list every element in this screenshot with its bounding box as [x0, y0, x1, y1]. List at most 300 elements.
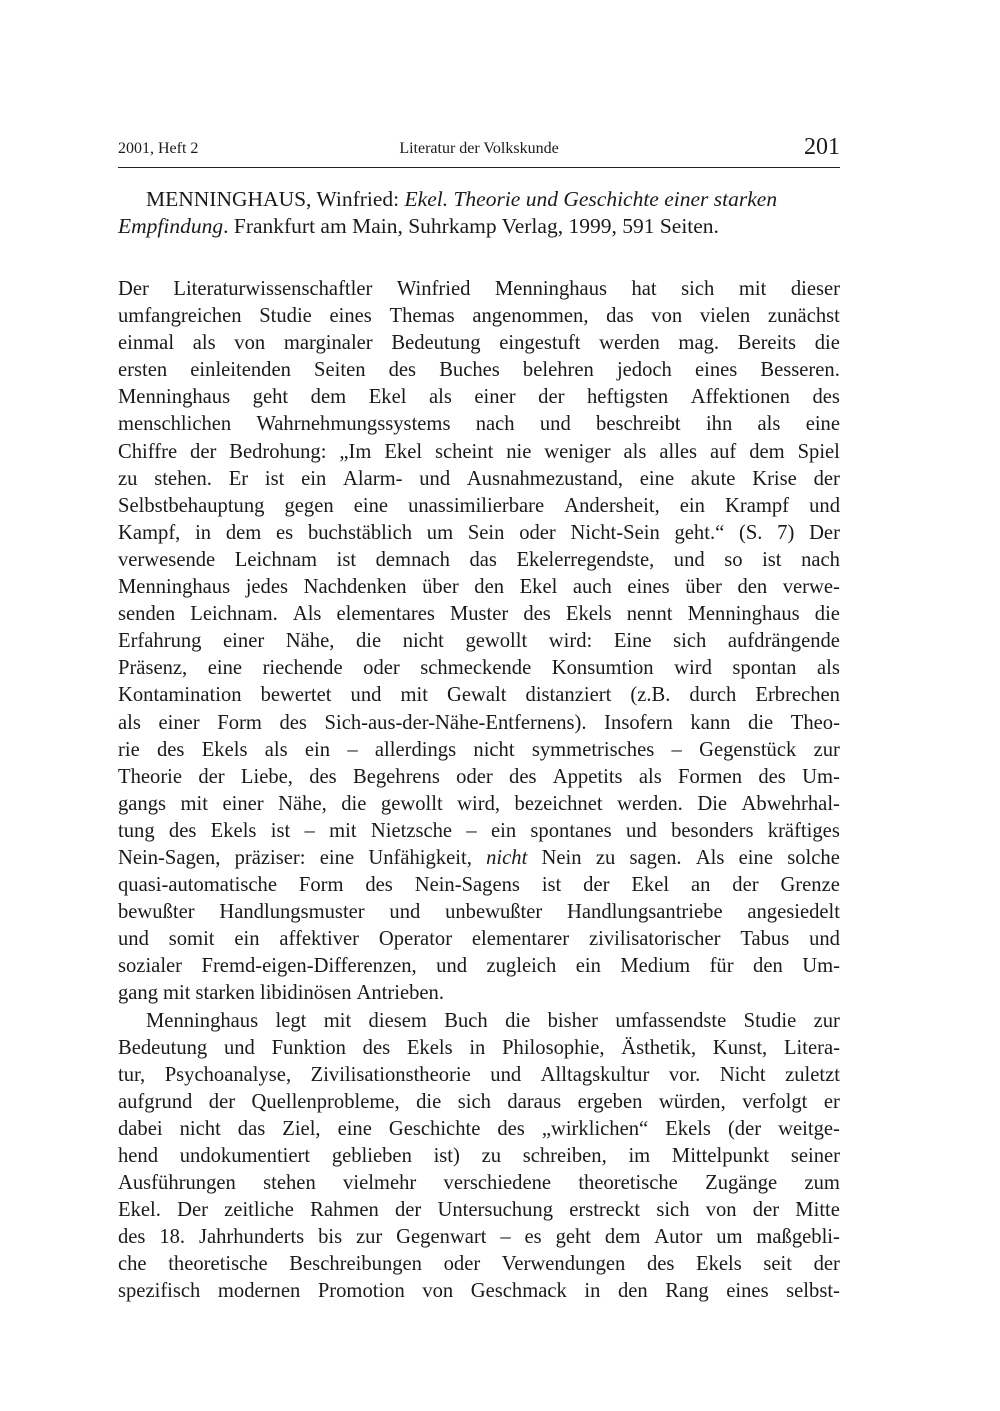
word: dem	[310, 386, 347, 409]
word: nicht	[402, 630, 444, 653]
word: somit	[168, 928, 215, 951]
word: Um-	[802, 955, 840, 978]
word: Gegenstück	[699, 738, 797, 761]
body-line	[118, 791, 840, 818]
word: Insofern	[604, 711, 673, 734]
word: angesiedelt	[747, 901, 840, 924]
word: ist	[541, 874, 562, 897]
word: mit	[163, 982, 191, 1005]
word: und	[809, 494, 840, 517]
word: jedoch	[616, 359, 672, 382]
word: der	[813, 467, 840, 490]
word: Ästhetik,	[621, 1036, 697, 1059]
word: Unfähigkeit,	[368, 846, 472, 869]
issue-label: 2001, Heft 2	[118, 140, 199, 157]
word: durch	[689, 684, 737, 707]
word: angenommen,	[472, 305, 589, 328]
word: jedes	[245, 576, 289, 599]
word: nicht	[486, 846, 528, 869]
word: Bedrohung:	[229, 440, 327, 463]
word: Er	[228, 467, 249, 490]
word: Sein	[467, 521, 505, 544]
word: hat	[631, 278, 657, 300]
word: ist)	[433, 1145, 460, 1167]
word: nennt	[626, 603, 673, 626]
word: elementarer	[471, 928, 570, 951]
body-line	[118, 439, 840, 466]
word: Tabus	[740, 928, 790, 951]
word: theoretische	[168, 1253, 268, 1276]
word: starken	[195, 982, 255, 1005]
word: 7)	[777, 521, 795, 544]
word: auch	[572, 576, 612, 599]
word: Winfried	[396, 278, 471, 300]
citation-author: MENNINGHAUS, Winfried:	[146, 187, 400, 211]
word: und	[436, 955, 468, 978]
word: ist	[264, 467, 285, 490]
word: (S.	[738, 521, 763, 544]
word: Quellenprobleme,	[251, 1090, 400, 1113]
word: buchstäblich	[307, 521, 413, 544]
word: Ekel.	[118, 1199, 161, 1222]
word: Buch	[444, 1009, 488, 1032]
word: Gewalt	[447, 684, 507, 707]
word: ein	[234, 928, 260, 951]
body-line	[118, 953, 840, 980]
word: distanziert	[525, 684, 612, 707]
word: Der	[177, 1199, 208, 1222]
word: die	[814, 603, 840, 626]
word: nicht	[473, 738, 515, 761]
body-line	[118, 845, 840, 872]
body-line	[118, 1062, 840, 1089]
word: Menninghaus	[146, 1009, 259, 1032]
body-line	[118, 466, 840, 493]
body-line	[118, 764, 840, 791]
word: Besseren.	[760, 359, 840, 382]
word: einer	[474, 386, 516, 409]
word: es	[524, 1226, 542, 1249]
word: Antrieben.	[356, 982, 444, 1005]
word: sozialer	[118, 955, 183, 978]
word: zugleich	[486, 955, 557, 978]
word: Nein-Sagens	[414, 874, 520, 897]
word: Rahmen	[310, 1199, 379, 1222]
page-number: 201	[804, 134, 840, 160]
word: Theorie	[118, 765, 183, 788]
word: weitge-	[778, 1117, 840, 1140]
word: von	[651, 305, 683, 328]
body-line	[118, 872, 840, 899]
word: Ekels	[665, 1117, 711, 1140]
word: sich	[457, 1090, 491, 1113]
word: tung	[118, 819, 155, 842]
body-line	[118, 303, 840, 330]
word: um	[716, 1226, 743, 1249]
word: Ekel	[384, 440, 423, 463]
word: eine	[353, 494, 389, 517]
word: sich	[681, 278, 715, 300]
citation-title-part2: Empfindung	[118, 214, 224, 238]
word: zur	[813, 738, 840, 761]
word: Eine	[613, 630, 652, 653]
word: modernen	[217, 1280, 301, 1303]
body-line	[118, 1089, 840, 1116]
running-head	[118, 136, 840, 162]
word: –	[466, 819, 477, 842]
word: theoretische	[578, 1172, 678, 1195]
word: dem	[225, 521, 262, 544]
word: ein	[490, 819, 517, 842]
word: der	[752, 1199, 780, 1222]
word: als	[428, 386, 452, 409]
word: Studie	[259, 305, 312, 328]
word: die	[748, 711, 774, 734]
word: in	[195, 521, 212, 544]
word: Als	[695, 846, 725, 869]
body-line	[118, 1008, 840, 1035]
word: eine	[337, 1117, 372, 1140]
word: alles	[659, 440, 698, 463]
word: Zivilisationstheorie	[310, 1063, 471, 1086]
word: das	[469, 548, 497, 571]
word: Seiten	[314, 359, 366, 382]
word: um	[426, 521, 454, 544]
word: Kontamination	[118, 684, 242, 707]
word: die	[341, 792, 367, 815]
word: –	[347, 738, 358, 761]
word: der	[208, 1090, 236, 1113]
word: wird,	[457, 792, 501, 815]
word: bewußter	[118, 901, 195, 924]
word: sich	[673, 630, 707, 653]
word: Medium	[620, 955, 691, 978]
word: mit	[180, 792, 208, 815]
word: Präsenz,	[118, 657, 188, 680]
word: Funktion	[271, 1036, 346, 1059]
word: stehen	[263, 1172, 316, 1195]
word: und	[118, 928, 149, 951]
word: als	[817, 657, 840, 680]
word: Begehrens	[352, 765, 440, 788]
word: einer	[223, 630, 265, 653]
word: den	[474, 576, 504, 599]
word: Geschmack	[470, 1280, 567, 1303]
body-line	[118, 547, 840, 574]
word: Jahrhunderts	[198, 1226, 305, 1249]
word: ist	[270, 819, 291, 842]
word: Rang	[665, 1280, 709, 1303]
body-line	[118, 1278, 840, 1305]
word: Form	[217, 711, 262, 734]
word: in	[469, 1036, 486, 1059]
word: weniger	[544, 440, 611, 463]
word: der	[813, 1253, 840, 1276]
word: Ekels	[406, 1036, 453, 1059]
word: gegen	[284, 494, 334, 517]
word: rie	[118, 738, 140, 761]
word: Fremd-eigen-Differenzen,	[201, 955, 417, 978]
word: Nachdenken	[303, 576, 407, 599]
word: (der	[727, 1117, 762, 1140]
word: einer	[222, 792, 264, 815]
word: „wirklichen“	[541, 1117, 649, 1140]
word: über	[422, 576, 459, 599]
citation-publication: . Frankfurt am Main, Suhrkamp Verlag, 1999, 591 Seiten.	[223, 214, 719, 238]
word: zum	[804, 1172, 840, 1195]
word: Themas	[389, 305, 455, 328]
word: mit	[738, 278, 767, 300]
body-line	[118, 926, 840, 953]
word: Liebe,	[240, 765, 293, 788]
word: oder	[456, 765, 493, 788]
word: geht	[252, 386, 289, 409]
word: Leichnam	[234, 548, 318, 571]
citation-line-2	[118, 213, 840, 240]
word: an	[690, 874, 711, 897]
word: Ausführungen	[118, 1172, 236, 1195]
word: verwe-	[782, 576, 840, 599]
word: ihn	[705, 413, 733, 436]
word: senden	[118, 603, 176, 626]
word: Verwendungen	[501, 1253, 626, 1276]
word: Alarm-	[343, 467, 403, 490]
word: Ekel	[519, 576, 558, 599]
book-citation	[118, 186, 840, 240]
word: der	[198, 765, 225, 788]
word: Ekels	[201, 738, 248, 761]
word: und	[673, 548, 705, 571]
word: zunächst	[767, 305, 840, 328]
word: dem	[749, 440, 785, 463]
word: unbewußter	[445, 901, 543, 924]
word: beschreibt	[596, 413, 681, 436]
word: es	[276, 521, 294, 544]
word: Nicht-Sein	[570, 521, 660, 544]
word: und	[389, 901, 421, 924]
word: spontan	[732, 657, 797, 680]
word: eine	[805, 413, 840, 436]
word: Menninghaus	[118, 576, 231, 599]
word: Studie	[743, 1009, 797, 1032]
word: bewertet	[260, 684, 332, 707]
body-line	[118, 682, 840, 709]
word: Handlungsantriebe	[567, 901, 723, 924]
word: ersten	[118, 359, 168, 382]
word: als	[638, 765, 662, 788]
word: Erbrechen	[755, 684, 840, 707]
word: des	[157, 738, 185, 761]
word: des	[646, 1253, 675, 1276]
word: und	[539, 413, 571, 436]
word: selbst-	[786, 1280, 840, 1303]
word: eingestuft	[499, 332, 581, 355]
word: zur	[813, 1009, 840, 1032]
word: Ekel	[368, 386, 407, 409]
body-line	[118, 276, 840, 303]
word: demnach	[375, 548, 450, 571]
word: Nähe,	[278, 792, 327, 815]
word: präziser:	[234, 846, 306, 869]
word: Menninghaus	[687, 603, 800, 626]
body-line	[118, 411, 840, 438]
review-body	[118, 276, 840, 1306]
word: quasi-automatische	[118, 874, 277, 897]
word: umfassendste	[615, 1009, 727, 1032]
word: Bedeutung	[118, 1036, 208, 1059]
word: geht	[555, 1226, 592, 1249]
word: Krampf	[725, 494, 790, 517]
word: Promotion	[317, 1280, 405, 1303]
journal-section-title: Literatur der Volkskunde	[399, 140, 559, 157]
word: vielen	[699, 305, 751, 328]
word: Wahrnehmungssystems	[256, 413, 451, 436]
word: Spiel	[797, 440, 840, 463]
word: in	[584, 1280, 601, 1303]
word: elementares	[336, 603, 435, 626]
word: (z.B.	[630, 684, 671, 707]
word: Menninghaus	[494, 278, 607, 300]
word: Ausnahmezustand,	[466, 467, 624, 490]
body-line	[118, 818, 840, 845]
word: symmetrisches	[531, 738, 655, 761]
word: verschiedene	[443, 1172, 552, 1195]
word: und	[809, 928, 840, 951]
word: das	[237, 1117, 266, 1140]
word: Philosophie,	[502, 1036, 605, 1059]
word: die	[814, 332, 840, 355]
word: zu	[595, 846, 616, 869]
word: als	[623, 440, 647, 463]
word: Affektionen	[690, 386, 790, 409]
word: Mitte	[795, 1199, 840, 1222]
word: aufgrund	[118, 1090, 193, 1113]
word: Geschichte	[388, 1117, 481, 1140]
word: einleitenden	[190, 359, 291, 382]
word: allerdings	[374, 738, 457, 761]
word: Literaturwissenschaftler	[173, 278, 373, 300]
word: nicht	[179, 1117, 221, 1140]
word: als	[192, 332, 216, 355]
word: Kampf,	[118, 521, 181, 544]
word: gangs	[118, 792, 167, 815]
word: eines	[627, 576, 670, 599]
body-line	[118, 655, 840, 682]
word: akute	[690, 467, 736, 490]
word: diesem	[368, 1009, 427, 1032]
word: dieser	[790, 278, 840, 300]
word: eine	[207, 657, 243, 680]
body-line	[118, 1197, 840, 1224]
word: als	[264, 738, 288, 761]
word: Ekels	[696, 1253, 742, 1276]
word: unassimilierbare	[408, 494, 545, 517]
word: über	[685, 576, 722, 599]
word: Als	[292, 603, 322, 626]
word: ergeben	[577, 1090, 643, 1113]
body-line	[118, 737, 840, 764]
word: legt	[275, 1009, 307, 1032]
word: Ekels	[210, 819, 257, 842]
word: –	[500, 1226, 511, 1249]
word: und	[490, 1063, 522, 1086]
word: der	[394, 1199, 422, 1222]
word: des	[309, 765, 337, 788]
word: verwesende	[118, 548, 216, 571]
word: so	[724, 548, 743, 571]
word: für	[709, 955, 734, 978]
word: kann	[690, 711, 731, 734]
word: Form	[298, 874, 344, 897]
word: eines	[329, 305, 372, 328]
body-line	[118, 357, 840, 384]
body-line	[118, 628, 840, 655]
word: eine	[738, 846, 773, 869]
word: ein	[575, 955, 601, 978]
word: Leichnam.	[190, 603, 278, 626]
word: eines	[694, 359, 738, 382]
word: Um-	[802, 765, 840, 788]
word: Handlungsmuster	[219, 901, 365, 924]
word: Sich-aus-der-Nähe-Entfernens).	[324, 711, 587, 734]
word: spontanes	[530, 819, 612, 842]
word: Theo-	[790, 711, 840, 734]
word: eine	[319, 846, 355, 869]
word: zu	[118, 467, 138, 490]
body-line	[118, 1224, 840, 1251]
header-rule	[118, 167, 840, 168]
word: werden	[599, 332, 660, 355]
word: von	[705, 1199, 737, 1222]
word: des	[365, 874, 393, 897]
word: sich	[656, 1199, 690, 1222]
word: des	[497, 1117, 525, 1140]
word: der	[732, 874, 759, 897]
word: undokumentiert	[179, 1145, 311, 1167]
word: bis	[318, 1226, 343, 1249]
word: scheint	[434, 440, 494, 463]
word: Mittelpunkt	[671, 1145, 770, 1167]
word: werden.	[617, 792, 683, 815]
word: eine	[639, 467, 675, 490]
word: zivilisatorischer	[588, 928, 721, 951]
word: bezeichnet	[514, 792, 603, 815]
word: den	[737, 576, 768, 599]
word: seit	[763, 1253, 792, 1276]
word: zu	[481, 1145, 502, 1167]
word: er	[823, 1090, 840, 1113]
word: der	[583, 874, 610, 897]
word: eines	[726, 1280, 769, 1303]
word: des	[279, 711, 307, 734]
body-line	[118, 384, 840, 411]
word: dabei	[118, 1117, 163, 1140]
word: vielmehr	[343, 1172, 417, 1195]
word: umfangreichen	[118, 305, 242, 328]
word: zuletzt	[785, 1063, 840, 1086]
word: als	[118, 711, 141, 734]
word: Kunst,	[712, 1036, 768, 1059]
word: Bedeutung	[391, 332, 481, 355]
word: belehren	[522, 359, 594, 382]
word: erstreckt	[569, 1199, 641, 1222]
word: Ekels	[565, 603, 612, 626]
word: des	[509, 765, 537, 788]
word: Der	[809, 521, 840, 544]
body-line	[118, 520, 840, 547]
word: den	[753, 955, 783, 978]
body-line	[118, 980, 840, 1007]
